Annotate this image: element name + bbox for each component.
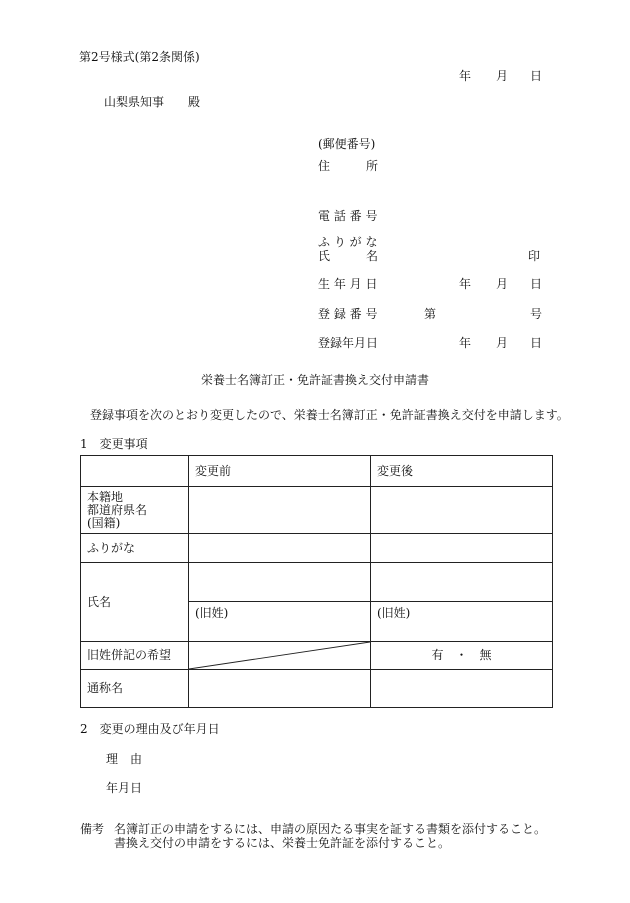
section2-heading: 2 変更の理由及び年月日	[80, 722, 220, 736]
notes-line-2: 書換え交付の申請をするには、栄養士免許証を添付すること。	[114, 836, 451, 850]
table-header-row	[81, 456, 553, 487]
alias-after-field[interactable]	[371, 670, 553, 708]
date-month: 月	[496, 69, 509, 83]
row-label-alias: 通称名	[81, 670, 189, 708]
registration-number-suffix: 号	[530, 307, 543, 321]
registration-number-prefix: 第	[424, 307, 437, 321]
notes-line-1: 名簿訂正の申請をするには、申請の原因たる事実を証する書類を添付すること。	[114, 822, 547, 836]
old-surname-after-field[interactable]: (旧姓)	[371, 602, 553, 642]
table-row-domicile	[81, 487, 553, 534]
registration-number-label: 登 録 番 号	[318, 307, 378, 321]
birth-date-label: 生 年 月 日	[318, 277, 378, 291]
notes-label: 備考	[80, 822, 105, 836]
address-label: 住 所	[318, 159, 379, 173]
table-row-maiden-name	[81, 642, 553, 670]
registration-month: 月	[496, 336, 509, 350]
maiden-name-choice[interactable]: 有 ・ 無	[371, 642, 553, 670]
domicile-after-field[interactable]	[371, 487, 553, 534]
reason-label: 理 由	[106, 752, 143, 766]
header-after: 変更後	[371, 456, 553, 487]
registration-date-label: 登録年月日	[318, 336, 379, 350]
old-surname-before-field[interactable]: (旧姓)	[189, 602, 371, 642]
birth-month: 月	[496, 277, 509, 291]
name-before-field[interactable]	[189, 563, 371, 602]
furigana-label: ふ り が な	[318, 235, 378, 249]
name-after-field[interactable]	[371, 563, 553, 602]
row-label-maiden-name-wish: 旧姓併記の希望	[81, 642, 189, 670]
furigana-before-field[interactable]	[189, 534, 371, 563]
birth-year: 年	[459, 277, 472, 291]
header-before: 変更前	[189, 456, 371, 487]
registration-day: 日	[530, 336, 543, 350]
addressee: 山梨県知事 殿	[104, 95, 201, 109]
postal-code-label: (郵便番号)	[318, 137, 376, 151]
phone-label: 電 話 番 号	[318, 209, 378, 223]
registration-year: 年	[459, 336, 472, 350]
application-statement: 登録事項を次のとおり変更したので、栄養士名簿訂正・免許証書換え交付を申請します。	[90, 408, 569, 422]
row-label-furigana: ふりがな	[81, 534, 189, 563]
table-row-name	[81, 563, 553, 602]
diagonal-strike-line	[189, 642, 370, 669]
row-label-domicile: 本籍地 都道府県名 (国籍)	[81, 487, 189, 534]
date-day: 日	[530, 69, 543, 83]
alias-before-field[interactable]	[189, 670, 371, 708]
changes-table	[80, 455, 553, 708]
birth-day: 日	[530, 277, 543, 291]
name-label: 氏 名	[318, 249, 379, 263]
table-row-alias	[81, 670, 553, 708]
seal-mark: 印	[528, 249, 541, 263]
form-number: 第2号様式(第2条関係)	[79, 50, 200, 64]
date-year: 年	[459, 69, 472, 83]
document-title: 栄養士名簿訂正・免許証書換え交付申請書	[200, 373, 429, 387]
table-row-furigana	[81, 534, 553, 563]
furigana-after-field[interactable]	[371, 534, 553, 563]
row-label-name: 氏名	[81, 563, 189, 642]
change-date-label: 年月日	[106, 781, 143, 795]
header-empty-cell	[81, 456, 189, 487]
maiden-name-disabled-cell	[189, 642, 371, 670]
domicile-before-field[interactable]	[189, 487, 371, 534]
section1-heading: 1 変更事項	[80, 437, 148, 451]
